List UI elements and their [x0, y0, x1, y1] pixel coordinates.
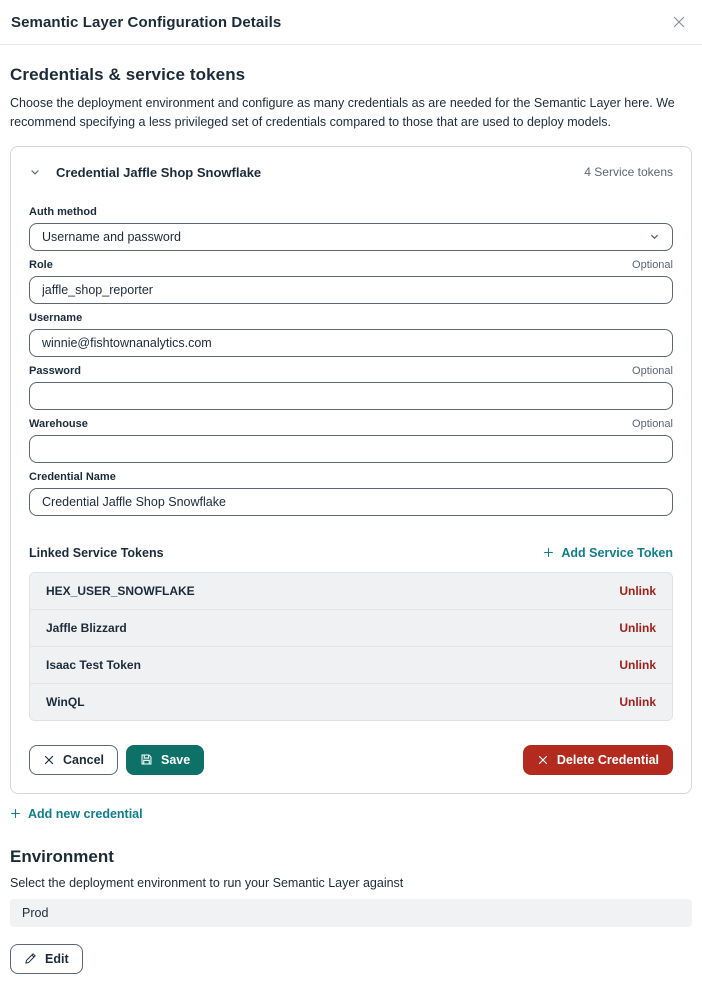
password-field — [29, 365, 673, 410]
credential-card-header[interactable] — [29, 165, 673, 180]
cancel-button-label: Cancel — [63, 752, 104, 767]
service-tokens-count: 4 Service tokens — [584, 165, 673, 180]
chevron-down-icon — [649, 231, 660, 242]
modal-title: Semantic Layer Configuration Details — [11, 13, 282, 31]
token-name: HEX_USER_SNOWFLAKE — [46, 583, 195, 598]
collapse-toggle-button[interactable] — [29, 166, 41, 178]
add-new-credential-button[interactable] — [10, 807, 143, 821]
plus-icon — [10, 808, 21, 819]
save-button-label: Save — [161, 752, 191, 767]
role-optional-badge: Optional — [632, 258, 673, 271]
add-service-token-label: Add Service Token — [561, 545, 673, 560]
plus-icon — [543, 547, 554, 558]
password-input[interactable] — [29, 382, 673, 410]
credential-name-label: Credential Name — [29, 470, 116, 483]
token-row — [30, 683, 672, 720]
modal-content — [0, 45, 702, 974]
unlink-button[interactable]: Unlink — [619, 620, 656, 635]
pencil-icon — [24, 952, 37, 965]
password-optional-badge: Optional — [632, 364, 673, 377]
warehouse-optional-badge: Optional — [632, 417, 673, 430]
token-name: WinQL — [46, 694, 85, 709]
auth-method-field — [29, 206, 673, 251]
token-name: Isaac Test Token — [46, 657, 141, 672]
token-row — [30, 609, 672, 646]
chevron-down-icon — [29, 166, 41, 178]
environment-heading: Environment — [10, 846, 114, 866]
credential-name-field — [29, 471, 673, 516]
delete-credential-label: Delete Credential — [556, 752, 659, 767]
delete-credential-button[interactable] — [523, 745, 673, 775]
x-icon — [43, 754, 55, 766]
username-label: Username — [29, 311, 83, 324]
warehouse-label: Warehouse — [29, 417, 88, 430]
token-row — [30, 573, 672, 609]
close-icon — [672, 15, 686, 29]
username-field — [29, 312, 673, 357]
auth-method-label: Auth method — [29, 205, 97, 218]
credential-card-actions — [29, 745, 673, 775]
role-label: Role — [29, 258, 53, 271]
auth-method-selected-value: Username and password — [42, 229, 181, 244]
unlink-button[interactable]: Unlink — [619, 583, 656, 598]
role-field — [29, 259, 673, 304]
credential-name-input[interactable] — [29, 488, 673, 516]
auth-method-select[interactable] — [29, 223, 673, 251]
x-icon — [537, 754, 549, 766]
service-token-list — [29, 572, 673, 721]
credential-card — [10, 146, 692, 794]
close-button[interactable] — [670, 13, 688, 31]
token-row — [30, 646, 672, 683]
add-new-credential-label: Add new credential — [28, 806, 143, 821]
linked-tokens-header — [29, 546, 673, 560]
cancel-button[interactable] — [29, 745, 118, 775]
credentials-heading: Credentials & service tokens — [10, 65, 246, 84]
role-input[interactable] — [29, 276, 673, 304]
environment-description: Select the deployment environment to run your Semantic Layer against — [10, 875, 404, 890]
warehouse-input[interactable] — [29, 435, 673, 463]
linked-tokens-heading: Linked Service Tokens — [29, 545, 164, 560]
environment-value: Prod — [10, 899, 692, 927]
username-input[interactable] — [29, 329, 673, 357]
edit-button-label: Edit — [45, 951, 69, 966]
password-label: Password — [29, 364, 81, 377]
add-service-token-button[interactable] — [543, 546, 673, 560]
modal-header — [0, 0, 702, 45]
unlink-button[interactable]: Unlink — [619, 694, 656, 709]
token-name: Jaffle Blizzard — [46, 620, 127, 635]
unlink-button[interactable]: Unlink — [619, 657, 656, 672]
save-button[interactable] — [126, 745, 204, 775]
credential-form — [29, 206, 673, 516]
credential-card-title: Credential Jaffle Shop Snowflake — [56, 164, 262, 180]
save-icon — [140, 753, 153, 766]
warehouse-field — [29, 418, 673, 463]
edit-button[interactable] — [10, 944, 83, 974]
credentials-description: Choose the deployment environment and configure as many credentials as are needed for the Semantic Layer here. We recommend specifying a less privileged set of credentials compared to those that are used to deploy models. — [10, 96, 675, 130]
